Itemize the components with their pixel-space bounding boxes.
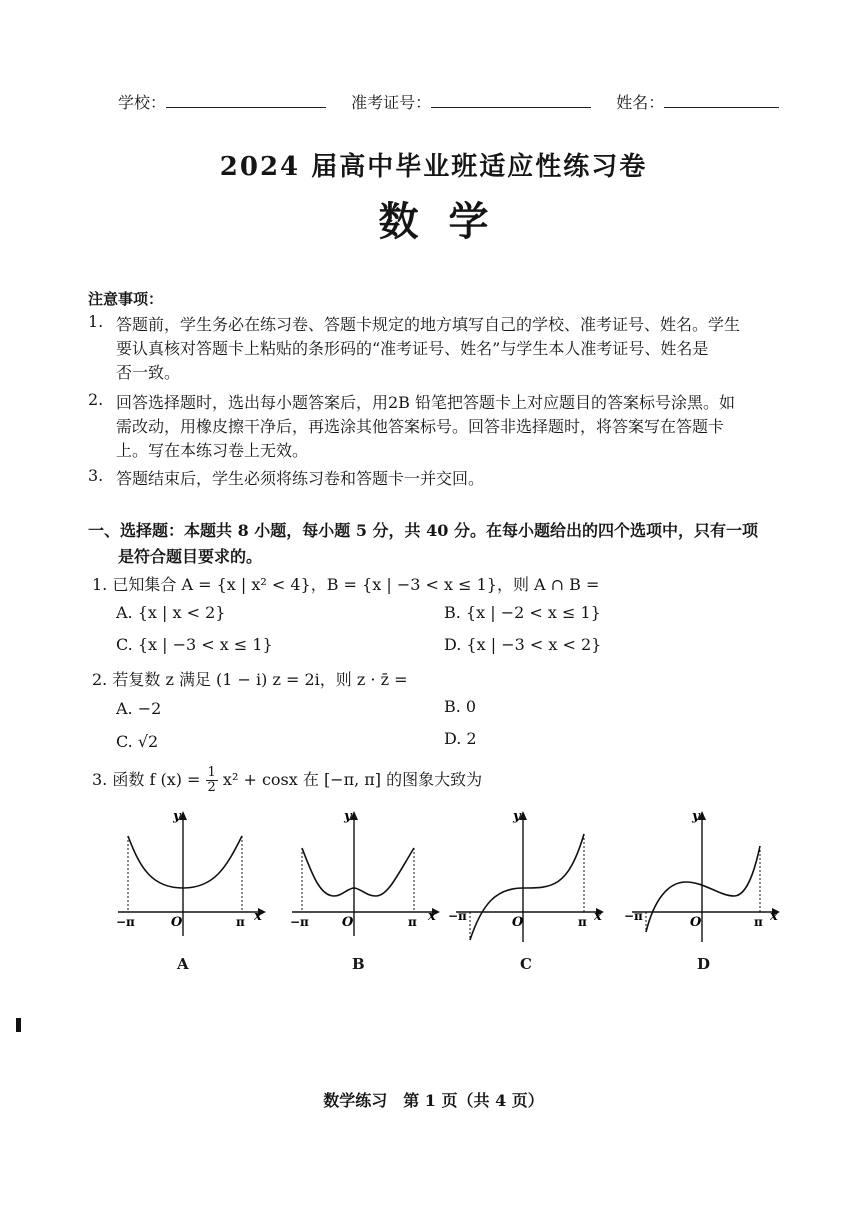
graph-c-y-label: y [513, 809, 521, 824]
exam-number-field [351, 90, 591, 113]
exam-number-blank[interactable] [431, 93, 591, 108]
subject-title: 数学 [378, 198, 519, 245]
q1-option-b[interactable]: B. {x | −2 < x ≤ 1} [444, 603, 601, 622]
graph-a-origin: O [171, 915, 183, 930]
graph-c-label: C [520, 955, 532, 973]
note-1-line-3: 否一致。 [116, 363, 181, 382]
graph-b-y-label: y [344, 809, 352, 824]
note-1-number: 1. [88, 312, 104, 331]
q2-option-a[interactable]: A. −2 [116, 699, 162, 718]
graph-b-x-label: x [428, 909, 436, 924]
page-footer: 数学练习 第 1 页（共 4 页） [323, 1091, 544, 1110]
graph-a-x-label: x [254, 909, 262, 924]
school-blank[interactable] [166, 93, 326, 108]
school-label: 学校： [118, 93, 167, 112]
graph-b-neg-pi: −π [290, 915, 309, 929]
note-2-line-3: 上。写在本练习卷上无效。 [116, 441, 309, 460]
graph-d-origin: O [690, 915, 702, 930]
note-1-line-1: 答题前，学生务必在练习卷、答题卡规定的地方填写自己的学校、准考证号、姓名。学生 [116, 315, 741, 334]
q2-option-c[interactable]: C. √2 [116, 732, 159, 751]
graph-a[interactable] [110, 808, 275, 938]
graph-d-x-label: x [770, 909, 778, 924]
graph-c-x-label: x [594, 909, 602, 924]
name-blank[interactable] [664, 93, 779, 108]
name-label: 姓名： [616, 93, 665, 112]
q2-option-b[interactable]: B. 0 [444, 697, 477, 716]
note-2-number: 2. [88, 390, 104, 409]
question-1-stem: 1. 已知集合 A = {x | x² < 4}，B = {x | −3 < x ≤ 1}，则 A ∩ B = [92, 575, 600, 594]
q3-stem-suffix: x² + cosx 在 [−π, π] 的图象大致为 [222, 770, 483, 789]
q1-option-c[interactable]: C. {x | −3 < x ≤ 1} [116, 635, 273, 654]
graph-c[interactable] [448, 808, 613, 948]
note-3-number: 3. [88, 466, 104, 485]
graph-c-neg-pi: −π [448, 909, 467, 923]
graph-a-neg-pi: −π [116, 915, 135, 929]
q1-option-d[interactable]: D. {x | −3 < x < 2} [444, 635, 602, 654]
q2-option-d[interactable]: D. 2 [444, 729, 477, 748]
note-1-line-2: 要认真核对答题卡上粘贴的条形码的“准考证号、姓名”与学生本人准考证号、姓名是 [116, 339, 709, 358]
graph-a-y-label: y [173, 809, 181, 824]
q1-option-a[interactable]: A. {x | x < 2} [116, 603, 226, 622]
graph-d-label: D [697, 955, 711, 973]
graph-a-pi: π [236, 915, 245, 929]
exam-title: 2024 届高中毕业班适应性练习卷 [219, 152, 648, 182]
name-field [616, 90, 779, 113]
scan-margin-mark [16, 1018, 21, 1032]
graph-b-pi: π [408, 915, 417, 929]
note-2-line-1: 回答选择题时，选出每小题答案后，用2B 铅笔把答题卡上对应题目的答案标号涂黑。如 [116, 393, 736, 412]
graph-b-label: B [352, 955, 365, 973]
graph-c-pi: π [578, 915, 587, 929]
question-3-stem [92, 764, 482, 796]
graph-b[interactable] [284, 808, 449, 938]
note-2-line-2: 需改动，用橡皮擦干净后，再选涂其他答案标号。回答非选择题时，将答案写在答题卡 [116, 417, 725, 436]
q3-fraction [206, 766, 218, 795]
section-heading-line-2: 是符合题目要求的。 [118, 547, 263, 566]
graph-a-label: A [177, 955, 189, 973]
school-field [118, 90, 326, 113]
graph-d-y-label: y [692, 809, 700, 824]
graph-b-origin: O [342, 915, 354, 930]
q3-stem-prefix: 3. 函数 f (x) = [92, 770, 201, 789]
graph-d-neg-pi: −π [624, 909, 643, 923]
exam-number-label: 准考证号： [351, 93, 432, 112]
graph-c-origin: O [512, 915, 524, 930]
notes-heading: 注意事项： [88, 290, 164, 308]
section-heading-line-1: 一、选择题：本题共 8 小题，每小题 5 分，共 40 分。在每小题给出的四个选项中，只有一项 [88, 521, 758, 540]
q3-fraction-denominator: 2 [207, 780, 216, 795]
question-2-stem: 2. 若复数 z 满足 (1 − i) z = 2i，则 z · z̄ = [92, 670, 408, 689]
student-info-line [118, 90, 779, 113]
graph-d-pi: π [754, 915, 763, 929]
q3-fraction-numerator: 1 [207, 765, 216, 780]
note-3-line-1: 答题结束后，学生必须将练习卷和答题卡一并交回。 [116, 469, 485, 488]
graph-d[interactable] [624, 808, 789, 948]
